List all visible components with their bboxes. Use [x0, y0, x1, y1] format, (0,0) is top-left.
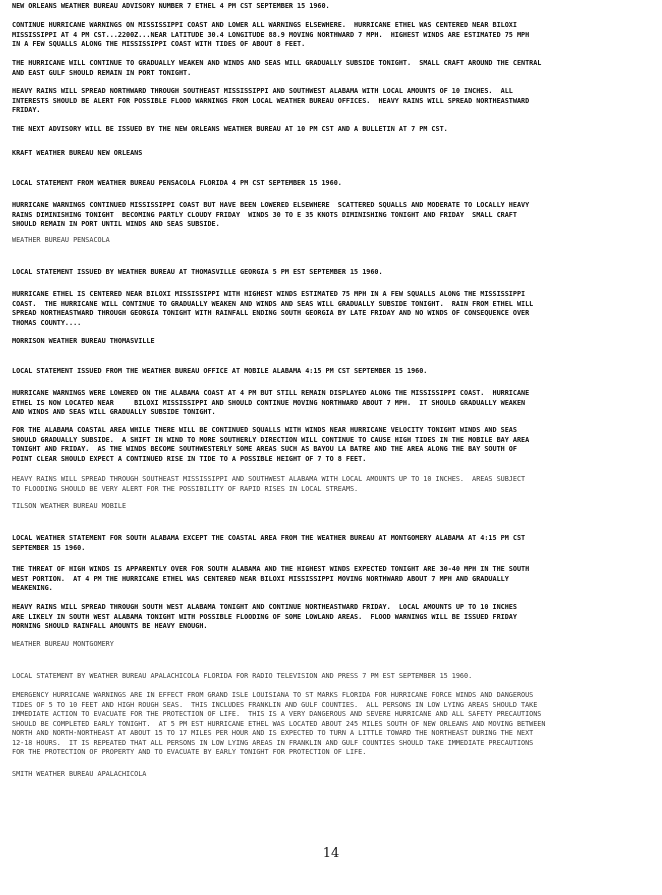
section-header: LOCAL STATEMENT ISSUED FROM THE WEATHER BUREAU OFFICE AT MOBILE ALABAMA 4:15 PM CST SEPTEMBER 15 1960. [12, 367, 428, 375]
section-header: LOCAL STATEMENT ISSUED BY WEATHER BUREAU AT THOMASVILLE GEORGIA 5 PM EST SEPTEMBER 15 1960. [12, 268, 383, 276]
paragraph: HEAVY RAINS WILL SPREAD THROUGH SOUTH WEST ALABAMA TONIGHT AND CONTINUE NORTHEASTWARD FRIDAY. LOCAL AMOUNTS UP TO 10 INCHES ARE LIKELY IN SOUTH WEST ALABAMA TONIGHT WITH POSSIBLE FLOODING OF SOME LOWLAND AREAS. FLOOD WARNINGS WILL BE ISSUED FRIDAY MORNING SHOULD RAINFALL AMOUNTS BE HEAVY ENOUGH. [12, 603, 517, 630]
paragraph: HURRICANE WARNINGS WERE LOWERED ON THE ALABAMA COAST AT 4 PM BUT STILL REMAIN DISPLAYED ALONG THE MISSISSIPPI COAST. HURRICANE ETHEL IS NOW LOCATED NEAR BILOXI MISSISSIPPI AND SHOULD CONTINUE MOVING NORTHWARD ABOUT 7 MPH. IT SHOULD GRADUALLY WEAKEN AND WINDS AND SEAS WILL GRADUALLY SUBSIDE TONIGHT. [12, 389, 530, 416]
paragraph: FOR THE ALABAMA COASTAL AREA WHILE THERE WILL BE CONTINUED SQUALLS WITH WINDS NEAR HURRICANE VELOCITY TONIGHT WINDS AND SEAS SHOULD GRADUALLY SUBSIDE. A SHIFT IN WIND TO MORE SOUTHERLY DIRECTION WILL CONTINUE TO CAUSE HIGH TIDES IN THE MOBILE BAY AREA TONIGHT AND FRIDAY. AS THE WINDS BECOME SOUTHWESTERLY SOME AREAS SUCH AS BAYOU LA BATRE AND THE AREA ALONG THE BAY SOUTH OF POINT CLEAR SHOULD EXPECT A CONTINUED RISE IN TIDE TO A POSSIBLE HEIGHT OF 7 TO 8 FEET. [12, 426, 530, 463]
section-header: NEW ORLEANS WEATHER BUREAU ADVISORY NUMBER 7 ETHEL 4 PM CST SEPTEMBER 15 1960. [12, 2, 330, 10]
signature: SMITH WEATHER BUREAU APALACHICOLA [12, 770, 147, 778]
paragraph: HURRICANE ETHEL IS CENTERED NEAR BILOXI MISSISSIPPI WITH HIGHEST WINDS ESTIMATED 75 MPH IN A FEW SQUALLS ALONG THE MISSISSIPPI COAST. THE HURRICANE WILL CONTINUE TO GRADUALLY WEAKEN AND WINDS AND SEAS WILL GRADUALLY SUBSIDE TONIGHT. RAIN FROM ETHEL WILL SPREAD NORTHEASTWARD THROUGH GEORGIA TONIGHT WITH RAINFALL ENDING SOUTH GEORGIA BY LATE FRIDAY AND NO WINDS OF CONSEQUENCE OVER THOMAS COUNTY.... [12, 290, 534, 327]
paragraph: HEAVY RAINS WILL SPREAD NORTHWARD THROUGH SOUTHEAST MISSISSIPPI AND SOUTHWEST ALABAMA WITH LOCAL AMOUNTS OF 10 INCHES. ALL INTERESTS SHOULD BE ALERT FOR POSSIBLE FLOOD WARNINGS FROM LOCAL WEATHER BUREAU OFFICES. HEAVY RAINS WILL SPREAD NORTHEASTWARD FRIDAY. [12, 87, 530, 114]
signature: TILSON WEATHER BUREAU MOBILE [12, 502, 127, 510]
paragraph: HURRICANE WARNINGS CONTINUED MISSISSIPPI COAST BUT HAVE BEEN LOWERED ELSEWHERE SCATTERED SQUALLS AND MODERATE TO LOCALLY HEAVY RAINS DIMINISHING TONIGHT BECOMING PARTLY CLOUDY FRIDAY WINDS 30 TO E 35 KNOTS DIMINISHING TONIGHT AND FRIDAY SMALL CRAFT SHOULD REMAIN IN PORT UNTIL WINDS AND SEAS SUBSIDE. [12, 201, 530, 228]
paragraph: HEAVY RAINS WILL SPREAD THROUGH SOUTHEAST MISSISSIPPI AND SOUTHWEST ALABAMA WITH LOCAL AMOUNTS UP TO 10 INCHES. AREAS SUBJECT TO FLOODING SHOULD BE VERY ALERT FOR THE POSSIBILITY OF RAPID RISES IN LOCAL STREAMS. [12, 475, 526, 493]
signature: WEATHER BUREAU MONTGOMERY [12, 640, 114, 648]
paragraph: THE HURRICANE WILL CONTINUE TO GRADUALLY WEAKEN AND WINDS AND SEAS WILL GRADUALLY SUBSIDE TONIGHT. SMALL CRAFT AROUND THE CENTRAL AND EAST GULF SHOULD REMAIN IN PORT TONIGHT. [12, 59, 542, 77]
signature: MORRISON WEATHER BUREAU THOMASVILLE [12, 337, 155, 345]
section-header: LOCAL STATEMENT FROM WEATHER BUREAU PENSACOLA FLORIDA 4 PM CST SEPTEMBER 15 1960. [12, 179, 342, 187]
signature: WEATHER BUREAU PENSACOLA [12, 236, 110, 244]
page-number: 14 [322, 846, 340, 861]
signature: KRAFT WEATHER BUREAU NEW ORLEANS [12, 149, 143, 157]
paragraph: EMERGENCY HURRICANE WARNINGS ARE IN EFFECT FROM GRAND ISLE LOUISIANA TO ST MARKS FLORIDA FOR HURRICANE FORCE WINDS AND DANGEROUS TIDES OF 5 TO 10 FEET AND HIGH ROUGH SEAS. THIS INCLUDES FRANKLIN AND GULF COUNTIES. ALL PERSONS IN LOW LYING AREAS SHOULD TAKE IMMEDIATE ACTION TO EVACUATE FOR THE PROTECTION OF LIFE. THIS IS A VERY DANGEROUS AND SEVERE HURRICANE AND ALL SAFETY PRECAUTIONS SHOULD BE COMPLETED EARLY TONIGHT. AT 5 PM EST HURRICANE ETHEL WAS LOCATED ABOUT 245 MILES SOUTH OF NEW ORLEANS AND MOVING BETWEEN NORTH AND NORTH-NORTHEAST AT ABOUT 15 TO 17 MILES PER HOUR AND IS EXPECTED TO TURN A LITTLE TOWARD THE NORTHEAST DURING THE NEXT 12-18 HOURS. IT IS REPEATED THAT ALL PERSONS IN LOW LYING AREAS IN FRANKLIN AND GULF COUNTIES SHOULD TAKE IMMEDIATE PRECAUTIONS FOR THE PROTECTION OF PROPERTY AND TO EVACUATE BY EARLY TONIGHT FOR PROTECTION OF LIFE. [12, 691, 546, 756]
section-header: LOCAL STATEMENT BY WEATHER BUREAU APALACHICOLA FLORIDA FOR RADIO TELEVISION AND PRESS 7 PM EST SEPTEMBER 15 1960. [12, 672, 473, 680]
paragraph: THE NEXT ADVISORY WILL BE ISSUED BY THE NEW ORLEANS WEATHER BUREAU AT 10 PM CST AND A BULLETIN AT 7 PM CST. [12, 125, 448, 133]
paragraph: CONTINUE HURRICANE WARNINGS ON MISSISSIPPI COAST AND LOWER ALL WARNINGS ELSEWHERE. HURRICANE ETHEL WAS CENTERED NEAR BILOXI MISSISSIPPI AT 4 PM CST...2200Z...NEAR LATITUDE 30.4 LONGITUDE 88.9 MOVING NORTHWARD 7 MPH. HIGHEST WINDS ARE ESTIMATED 75 MPH IN A FEW SQUALLS ALONG THE MISSISSIPPI COAST WITH TIDES OF ABOUT 8 FEET. [12, 21, 530, 48]
section-header: LOCAL WEATHER STATEMENT FOR SOUTH ALABAMA EXCEPT THE COASTAL AREA FROM THE WEATHER BUREAU AT MONTGOMERY ALABAMA AT 4:15 PM CST SEPTEMBER 15 1960. [12, 534, 526, 552]
paragraph: THE THREAT OF HIGH WINDS IS APPARENTLY OVER FOR SOUTH ALABAMA AND THE HIGHEST WINDS EXPECTED TONIGHT ARE 30-40 MPH IN THE SOUTH WEST PORTION. AT 4 PM THE HURRICANE ETHEL WAS CENTERED NEAR BILOXI MISSISSIPPI MOVING NORTHWARD ABOUT 7 MPH AND GRADUALLY WEAKENING. [12, 565, 530, 592]
